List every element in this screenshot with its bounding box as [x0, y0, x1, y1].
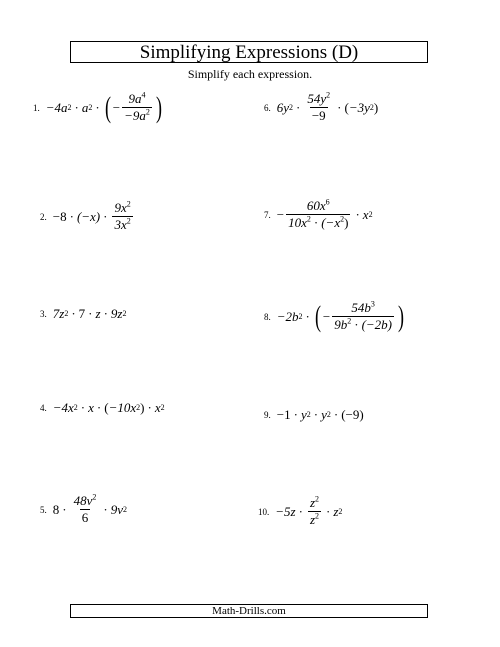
instructions: Simplify each expression.: [187, 67, 313, 81]
problem-number: 2.: [40, 211, 47, 222]
problem-number: 3.: [40, 309, 47, 319]
footer-site-name: Math-Drills.com: [70, 604, 428, 618]
fraction: $\frac{9a^4}{-9a^2}$: [124, 90, 150, 123]
fraction: $\frac{48v^2}{6}$: [73, 492, 97, 525]
problem-8: 8. −2b 2 · ( − $\frac{54b^3}{9b^2 \cdot (-2b)}$ ): [264, 299, 404, 333]
problem-3: 3. 7z 2 · 7 · z · 9z 2: [40, 306, 127, 321]
problem-4: 4. −4x 2 · x · ( −10x 2 ) · x 2: [40, 400, 165, 415]
problem-6: 6. 6y 2 · $\frac{54y^2}{-9}$ · ( −3y 2 ): [264, 90, 379, 123]
problem-5: 5. 8 · $\frac{48v^2}{6}$ · 9v 2: [40, 492, 127, 525]
fraction: $\frac{9x^2}{3x^2}$: [114, 199, 131, 232]
worksheet-title: Simplifying Expressions (D): [70, 41, 428, 63]
problem-number: 5.: [40, 504, 47, 515]
problem-2: 2. −8 · (−x) · $\frac{9x^2}{3x^2}$: [40, 199, 131, 232]
problem-number: 8.: [264, 311, 271, 322]
problem-number: 6.: [264, 102, 271, 113]
fraction: $\frac{54b^3}{9b^2 \cdot (-2b)}$: [334, 299, 392, 332]
fraction: $\frac{54y^2}{-9}$: [307, 90, 331, 123]
problem-9: 9. −1 · y 2 · y 2 · (−9): [264, 407, 364, 422]
problem-7: 7. − $\frac{60x^6}{10x^2 \cdot (-x^2)}$ · x 2: [264, 197, 373, 230]
problem-number: 7.: [264, 209, 271, 220]
fraction: $\frac{z^2}{z^2}$: [309, 494, 319, 527]
problem-number: 4.: [40, 403, 47, 413]
problem-number: 9.: [264, 410, 271, 420]
problem-10: 10. −5z · $\frac{z^2}{z^2}$ · z 2: [258, 494, 343, 527]
problem-number: 10.: [258, 506, 270, 517]
problem-1: 1. −4a 2 · a 2 · ( − $\frac{9a^4}{-9a^2}$ ): [33, 90, 162, 124]
fraction: $\frac{60x^6}{10x^2 \cdot (-x^2)}$: [288, 197, 349, 230]
problem-number: 1.: [33, 102, 40, 113]
